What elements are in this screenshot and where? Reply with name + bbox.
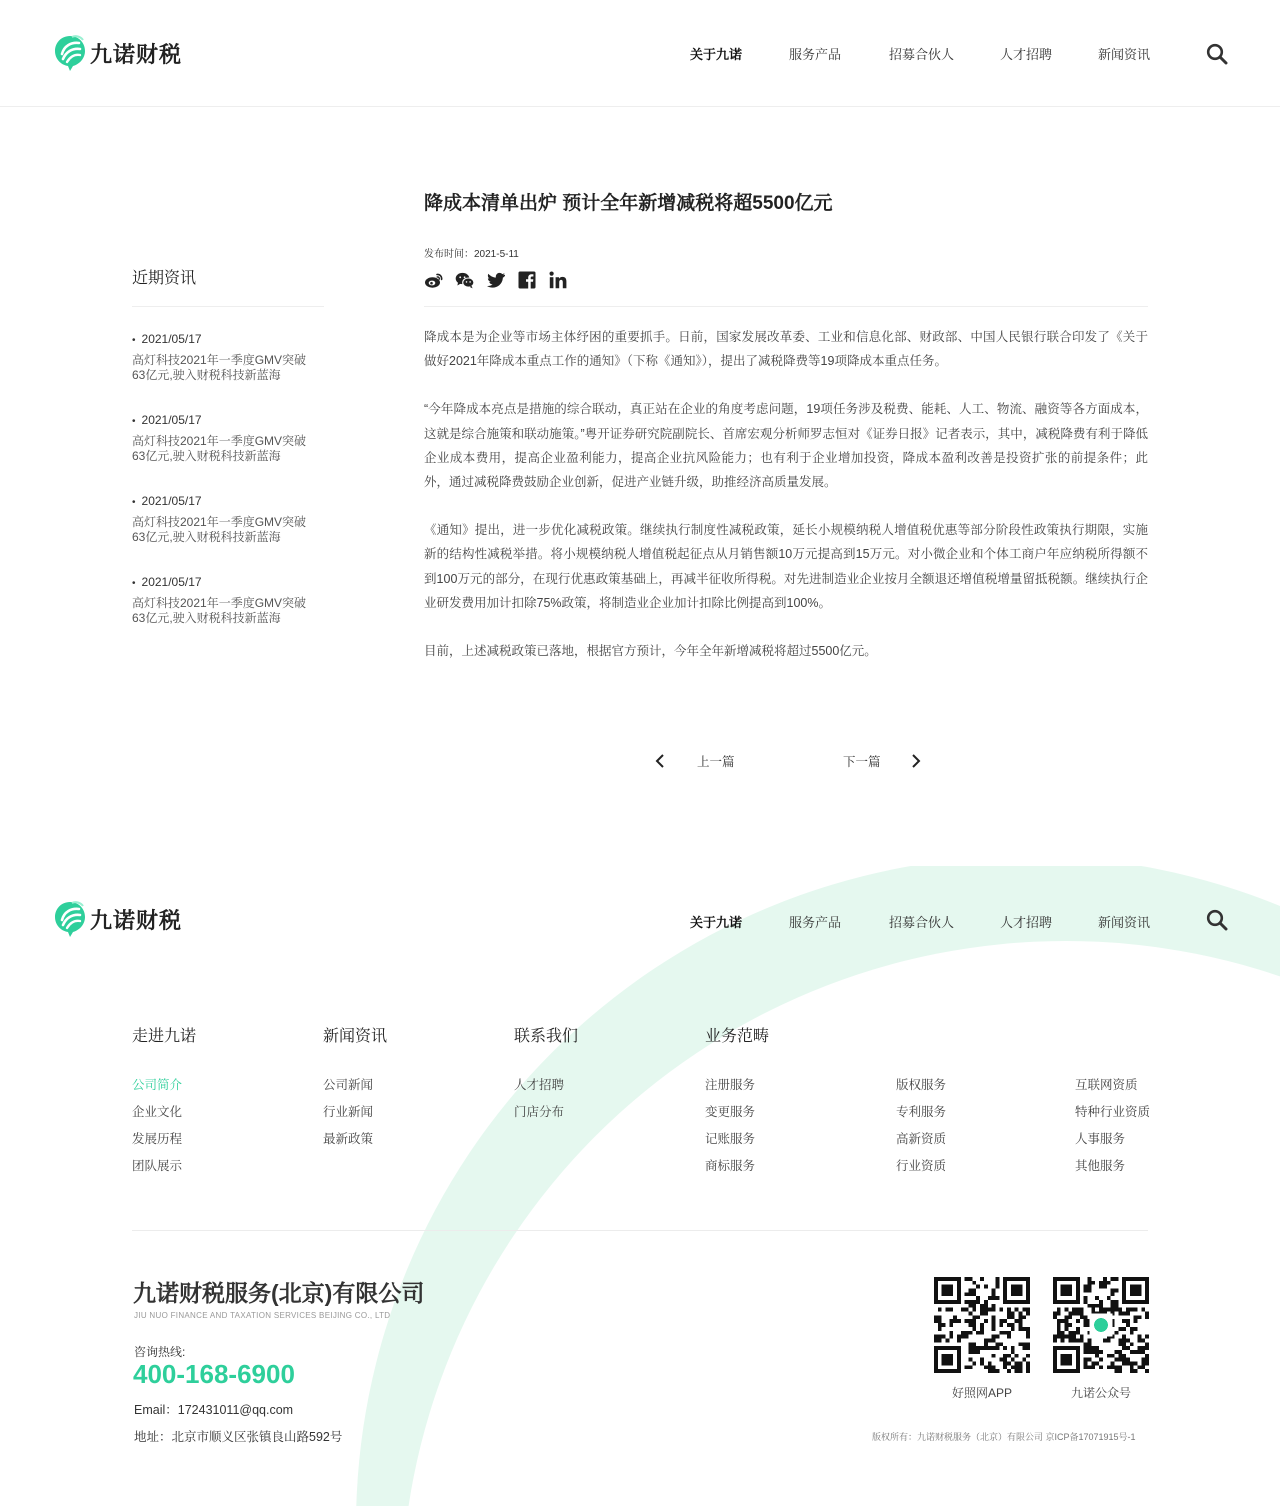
qr-label-app: 好照网APP	[951, 1386, 1012, 1400]
sidebar-news-item[interactable]	[132, 493, 332, 545]
chevron-left-icon	[654, 753, 666, 769]
footer-link[interactable]: 发展历程	[132, 1132, 183, 1146]
weibo-icon[interactable]	[424, 270, 444, 290]
footer-nav-services[interactable]: 服务产品	[789, 915, 842, 930]
company-name: 九诺财税服务(北京)有限公司	[133, 1280, 425, 1306]
logo-icon	[53, 34, 87, 72]
footer-link[interactable]: 行业新闻	[323, 1105, 374, 1119]
qr-label-wechat: 九诺公众号	[1070, 1386, 1131, 1400]
footer-divider	[132, 1230, 1148, 1231]
twitter-icon[interactable]	[486, 270, 506, 290]
next-article-button[interactable]	[843, 750, 922, 772]
prev-article-label: 上一篇	[697, 755, 735, 769]
footer-col-title: 业务范畴	[705, 1028, 770, 1045]
news-date: • 2021/05/17	[132, 412, 332, 428]
footer-link[interactable]: 企业文化	[132, 1105, 183, 1119]
footer-link[interactable]: 互联网资质	[1075, 1078, 1138, 1092]
footer-link[interactable]: 注册服务	[705, 1078, 756, 1092]
sidebar-news-item[interactable]	[132, 331, 332, 383]
footer-link[interactable]: 版权服务	[896, 1078, 947, 1092]
next-article-label: 下一篇	[843, 755, 881, 769]
footer-col-title: 联系我们	[514, 1028, 579, 1045]
footer-link[interactable]: 记账服务	[705, 1132, 756, 1146]
footer-nav-partners[interactable]: 招募合伙人	[889, 915, 955, 930]
nav-item-partners[interactable]: 招募合伙人	[889, 47, 955, 62]
footer-link[interactable]: 最新政策	[323, 1132, 374, 1146]
facebook-icon[interactable]	[517, 270, 537, 290]
footer-link[interactable]: 变更服务	[705, 1105, 756, 1119]
nav-item-news[interactable]: 新闻资讯	[1098, 47, 1151, 62]
prev-article-button[interactable]	[654, 750, 735, 772]
hotline-label: 咨询热线:	[134, 1345, 186, 1359]
sidebar-divider	[132, 306, 324, 307]
logo-icon	[53, 900, 87, 938]
site-footer	[0, 866, 1280, 1506]
brand-logo[interactable]	[53, 34, 182, 72]
footer-link[interactable]: 行业资质	[896, 1159, 947, 1173]
sidebar-news-item[interactable]	[132, 574, 332, 626]
footer-link-company-intro[interactable]: 公司简介	[132, 1078, 183, 1092]
nav-item-jobs[interactable]: 人才招聘	[1000, 47, 1053, 62]
footer-link[interactable]: 团队展示	[132, 1159, 183, 1173]
contact-address: 地址：北京市顺义区张镇良山路592号	[134, 1430, 343, 1444]
footer-link[interactable]: 人事服务	[1075, 1132, 1126, 1146]
copyright-text: 版权所有：九诺财税服务（北京）有限公司 京ICP备17071915号-1	[872, 1432, 1136, 1442]
brand-name: 九诺财税	[90, 908, 183, 934]
publish-date: 发布时间：2021-5-11	[424, 249, 519, 260]
contact-email[interactable]: Email：172431011@qq.com	[134, 1403, 294, 1417]
article-paragraph: “今年降成本亮点是措施的综合联动，真正站在企业的角度考虑问题，19项任务涉及税费、能耗、人工、物流、融资等各方面成本，这就是综合施策和联动施策。”粤开证券研究院副院长、首席宏观分析师罗志恒对《证券日报》记者表示，其中，减税降费有利于降低企业成本费用，提高企业盈利能力，提高企业抗风险能力；也有利于企业增加投资，降成本盈利改善是投资扩张的前提条件；此外，通过减税降费鼓励企业创新，促进产业链升级，助推经济高质量发展。	[424, 402, 1148, 490]
top-header	[0, 0, 1280, 107]
qr-code-icon	[934, 1277, 1030, 1373]
news-title[interactable]: 高灯科技2021年一季度GMV突破63亿元,驶入财税科技新蓝海	[132, 596, 307, 625]
footer-logo[interactable]	[53, 900, 182, 938]
wechat-icon[interactable]	[455, 270, 475, 290]
footer-link[interactable]: 人才招聘	[514, 1078, 565, 1092]
article-paragraph: 降成本是为企业等市场主体纾困的重要抓手。日前，国家发展改革委、工业和信息化部、财政部、中国人民银行联合印发了《关于做好2021年降成本重点工作的通知》（下称《通知》），提出了减税降费等19项降成本重点任务。	[424, 330, 1148, 369]
footer-link[interactable]: 高新资质	[896, 1132, 947, 1146]
footer-link[interactable]: 特种行业资质	[1075, 1105, 1151, 1119]
brand-name: 九诺财税	[90, 42, 183, 68]
article-body	[424, 325, 1148, 687]
news-title[interactable]: 高灯科技2021年一季度GMV突破63亿元,驶入财税科技新蓝海	[132, 353, 307, 382]
footer-nav-news[interactable]: 新闻资讯	[1098, 915, 1151, 930]
footer-nav-about[interactable]: 关于九诺	[690, 915, 743, 930]
article-paragraph: 目前，上述减税政策已落地，根据官方预计，今年全年新增减税将超过5500亿元。	[424, 644, 877, 659]
footer-link[interactable]: 公司新闻	[323, 1078, 374, 1092]
footer-link[interactable]: 商标服务	[705, 1159, 756, 1173]
news-date: • 2021/05/17	[132, 574, 332, 590]
sidebar-news-item[interactable]	[132, 412, 332, 464]
hotline-number[interactable]: 400-168-6900	[133, 1359, 295, 1389]
company-name-en: JIU NUO FINANCE AND TAXATION SERVICES BEIJING CO., LTD	[134, 1311, 391, 1320]
footer-col-title: 走进九诺	[132, 1028, 197, 1045]
footer-link[interactable]: 专利服务	[896, 1105, 947, 1119]
footer-link[interactable]: 其他服务	[1075, 1159, 1126, 1173]
share-bar	[424, 270, 568, 290]
news-date: • 2021/05/17	[132, 331, 332, 347]
linkedin-icon[interactable]	[548, 270, 568, 290]
footer-col-title: 新闻资讯	[323, 1028, 388, 1045]
search-icon[interactable]	[1206, 43, 1228, 65]
nav-item-about[interactable]: 关于九诺	[690, 47, 743, 62]
article-divider	[424, 306, 1148, 307]
article-title: 降成本清单出炉 预计全年新增减税将超5500亿元	[424, 193, 833, 214]
qr-code-icon	[1053, 1277, 1149, 1373]
nav-item-services[interactable]: 服务产品	[789, 47, 842, 62]
article-paragraph: 《通知》提出，进一步优化减税政策。继续执行制度性减税政策，延长小规模纳税人增值税优惠等部分阶段性政策执行期限，实施新的结构性减税举措。将小规模纳税人增值税起征点从月销售额10万元提高到15万元。对小微企业和个体工商户年应纳税所得额不到100万元的部分，在现行优惠政策基础上，再减半征收所得税。对先进制造业企业按月全额退还增值税增量留抵税额。继续执行企业研发费用加计扣除75%政策，将制造业企业加计扣除比例提高到100%。	[424, 523, 1148, 610]
news-title[interactable]: 高灯科技2021年一季度GMV突破63亿元,驶入财税科技新蓝海	[132, 515, 307, 544]
footer-link[interactable]: 门店分布	[514, 1105, 565, 1119]
news-title[interactable]: 高灯科技2021年一季度GMV突破63亿元,驶入财税科技新蓝海	[132, 434, 307, 463]
footer-nav-jobs[interactable]: 人才招聘	[1000, 915, 1053, 930]
sidebar-title: 近期资讯	[132, 270, 197, 287]
news-date: • 2021/05/17	[132, 493, 332, 509]
chevron-right-icon	[910, 753, 922, 769]
search-icon[interactable]	[1206, 909, 1228, 931]
